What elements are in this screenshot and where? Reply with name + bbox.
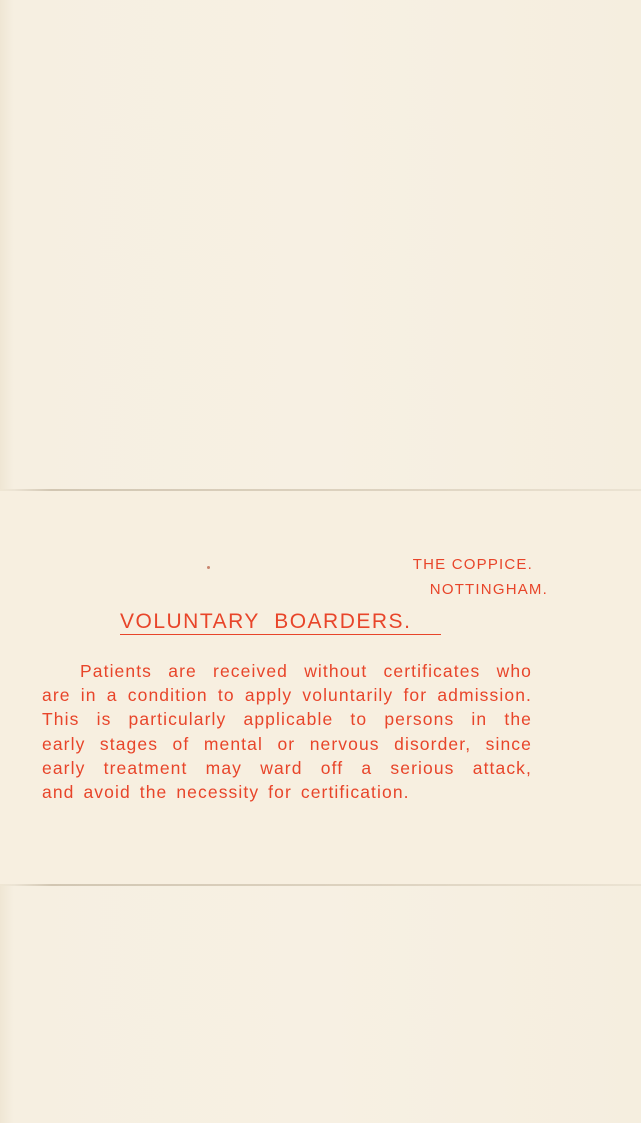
paragraph-line: This is particularly applicable to persons in the (42, 709, 532, 730)
heading-underline (120, 634, 441, 635)
notice-heading-text: VOLUNTARY BOARDERS. (120, 610, 412, 633)
paragraph-line: Patients are received without certificates who (80, 661, 532, 681)
paragraph-line: early treatment may ward off a serious attack, (42, 757, 532, 778)
address-line-1: THE COPPICE. (412, 556, 533, 573)
address-line-2: NOTTINGHAM. (429, 581, 548, 598)
ink-speck (207, 566, 210, 569)
paragraph-line: are in a condition to apply voluntarily for admission. (42, 685, 532, 706)
paragraph-line: early stages of mental or nervous disorder, since (42, 733, 532, 754)
notice-heading (120, 610, 411, 634)
paragraph-line: and avoid the necessity for certification. (42, 782, 410, 803)
fold-line-bottom (0, 884, 641, 886)
notice-paragraph (42, 659, 532, 804)
